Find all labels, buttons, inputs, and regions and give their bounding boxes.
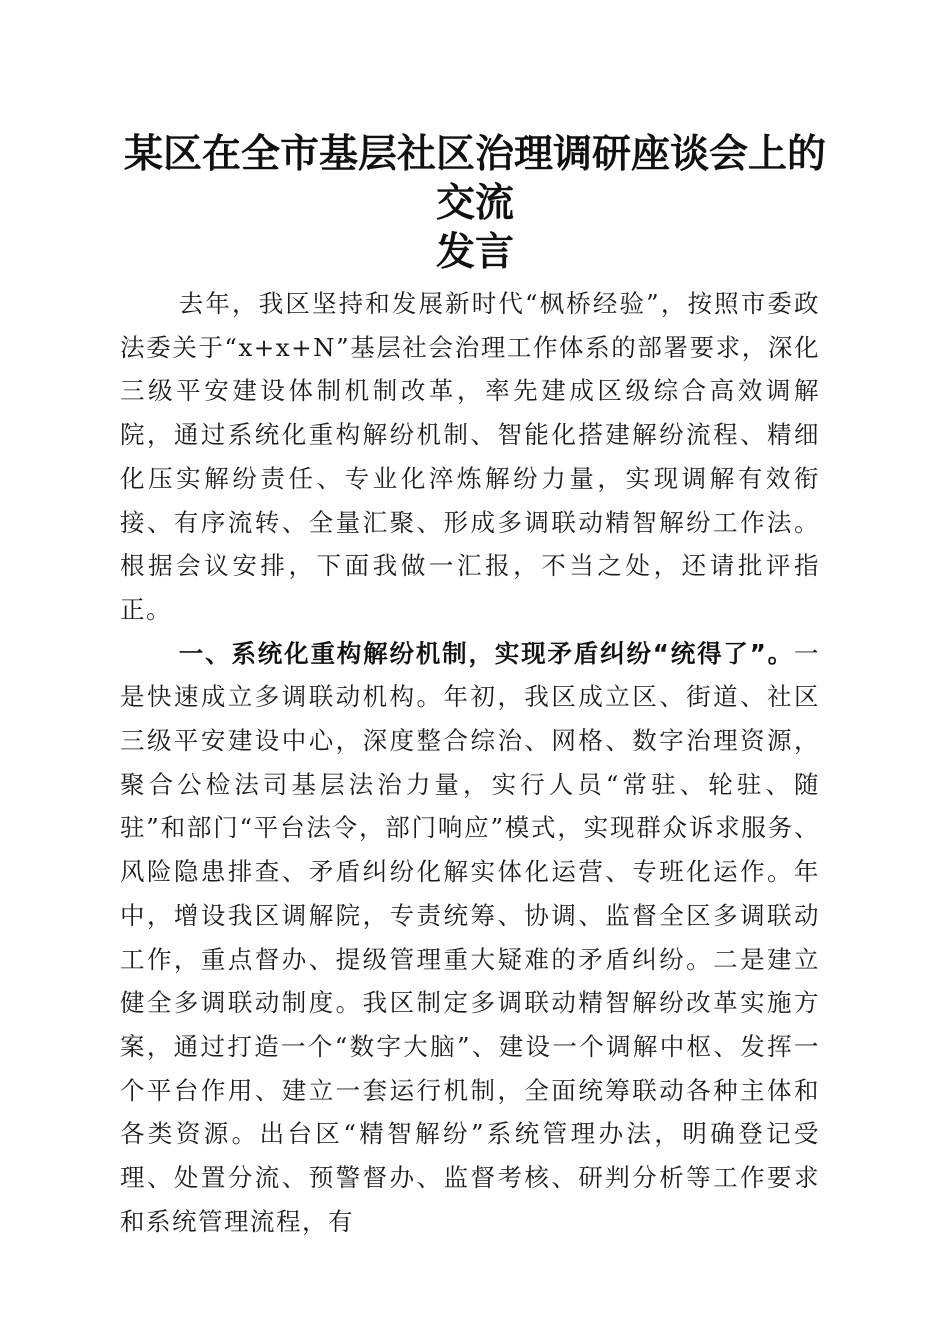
section-1-heading: 一、系统化重构解纷机制，实现矛盾纠纷“统得了”。 bbox=[178, 638, 794, 668]
document-title bbox=[110, 130, 840, 277]
intro-paragraph: 去年，我区坚持和发展新时代“枫桥经验”，按照市委政法委关于“x+x+N”基层社会治理工作体系的部署要求，深化三级平安建设体制机制改革，率先建成区级综合高效调解院，通过系统化重构解纷机制、智能化搭建解纷流程、精细化压实解纷责任、专业化淬炼解纷力量，实现调解有效衔接、有序流转、全量汇聚、形成多调联动精智解纷工作法。根据会议安排，下面我做一汇报，不当之处，还请批评指正。 bbox=[120, 289, 820, 624]
section-1-paragraph bbox=[120, 632, 820, 1244]
document-body bbox=[120, 282, 820, 1243]
section-1-body: 一是快速成立多调联动机构。年初，我区成立区、街道、社区三级平安建设中心，深度整合综治、网格、数字治理资源，聚合公检法司基层法治力量，实行人员“常驻、轮驻、随驻”和部门“平台法令，部门响应”模式，实现群众诉求服务、风险隐患排查、矛盾纠纷化解实体化运营、专班化运作。年中，增设我区调解院，专责统筹、协调、监督全区多调联动工作，重点督办、提级管理重大疑难的矛盾纠纷。二是建立健全多调联动制度。我区制定多调联动精智解纷改革实施方案，通过打造一个“数字大脑”、建设一个调解中枢、发挥一个平台作用、建立一套运行机制，全面统筹联动各种主体和各类资源。出台区“精智解纷”系统管理办法，明确登记受理、处置分流、预警督办、监督考核、研判分析等工作要求和系统管理流程，有 bbox=[120, 638, 820, 1236]
title-line-2: 发言 bbox=[435, 229, 514, 275]
title-line-1: 某区在全市基层社区治理调研座谈会上的交流 bbox=[123, 131, 826, 226]
